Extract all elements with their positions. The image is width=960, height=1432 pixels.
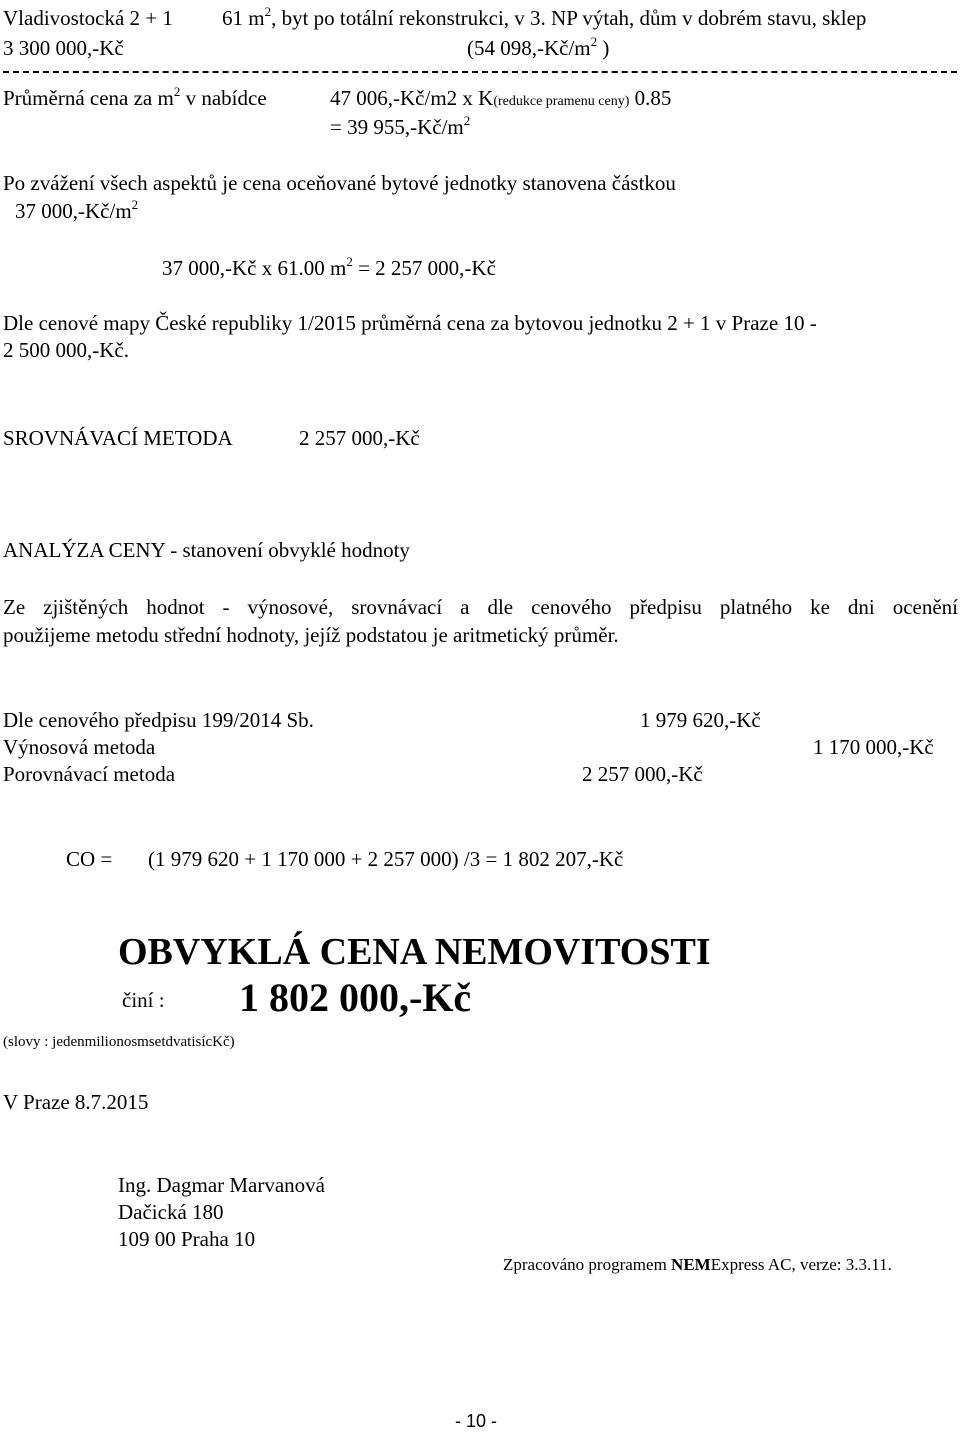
method-label-price-regulation: Dle cenového předpisu 199/2014 Sb. [3, 708, 314, 732]
method-value-price-regulation: 1 979 620,-Kč [640, 708, 761, 732]
result-amount-label: činí : [122, 988, 165, 1012]
signature-name: Ing. Dagmar Marvanová [118, 1173, 326, 1197]
method-value-comparative: 2 257 000,-Kč [582, 762, 703, 786]
formula-expression: (1 979 620 + 1 170 000 + 2 257 000) /3 = 1 802 207,-Kč [148, 847, 624, 871]
listing-price: 3 300 000,-Kč [3, 36, 124, 60]
weighing-calculation: 37 000,-Kč x 61.00 $m^2 = 2$ 257 000,-Kč [162, 254, 496, 280]
average-result: = 39 $955,-Kč/m^2$ [330, 113, 471, 139]
comparative-method-label: SROVNÁVACÍ METODA [3, 426, 233, 450]
listing-unit-price: (54 $098,-Kč/m^2$ ) [467, 34, 610, 60]
analysis-heading: ANALÝZA CENY - stanovení obvyklé hodnoty [3, 538, 410, 562]
price-map-line1: Dle cenové mapy České republiky 1/2015 průměrná cena za bytovou jednotku 2 + 1 v Praze 10 - [3, 311, 817, 335]
method-label-comparative: Porovnávací metoda [3, 762, 176, 786]
analysis-line2: použijeme metodu střední hodnoty, jejíž podstatou je aritmetický průměr. [3, 623, 619, 647]
method-value-income: 1 170 000,-Kč [813, 735, 934, 759]
dashed-divider [3, 71, 957, 73]
place-date: V Praze 8.7.2015 [3, 1090, 149, 1114]
price-map-line2: 2 500 000,-Kč. [3, 338, 129, 362]
page-number: - 10 - [455, 1411, 498, 1431]
formula-label: CO = [66, 847, 113, 871]
result-title: OBVYKLÁ CENA NEMOVITOSTI [118, 931, 711, 973]
average-value: 47 006,-Kč/m2 x K(redukce pramenu ceny) 0.85 [330, 86, 672, 110]
signature-street: Dačická 180 [118, 1200, 224, 1224]
listing-label: Vladivostocká 2 + 1 [3, 6, 173, 30]
average-label: Průměrná cena za $m^2$ v nabídce [3, 84, 267, 110]
weighing-text: Po zvážení všech aspektů je cena oceňované bytové jednotky stanovena částkou [3, 171, 676, 195]
result-amount: 1 802 000,-Kč [239, 975, 472, 1020]
weighing-price: 37 $000,-Kč/m^2$ [15, 197, 139, 223]
signature-city: 109 00 Praha 10 [118, 1227, 256, 1251]
result-in-words: (slovy : jedenmilionosmsetdvatisícKč) [3, 1034, 235, 1050]
software-credit: Zpracováno programem NEMExpress AC, verze: 3.3.11. [503, 1255, 892, 1274]
comparative-method-value: 2 257 000,-Kč [299, 426, 420, 450]
analysis-line1: Ze zjištěných hodnot - výnosové, srovnávací a dle cenového předpisu platného ke dni ocenění [3, 595, 958, 619]
listing-description: 61 $m^2$, byt po totální rekonstrukci, v 3. NP výtah, dům v dobrém stavu, sklep [222, 4, 867, 30]
method-label-income: Výnosová metoda [3, 735, 156, 759]
